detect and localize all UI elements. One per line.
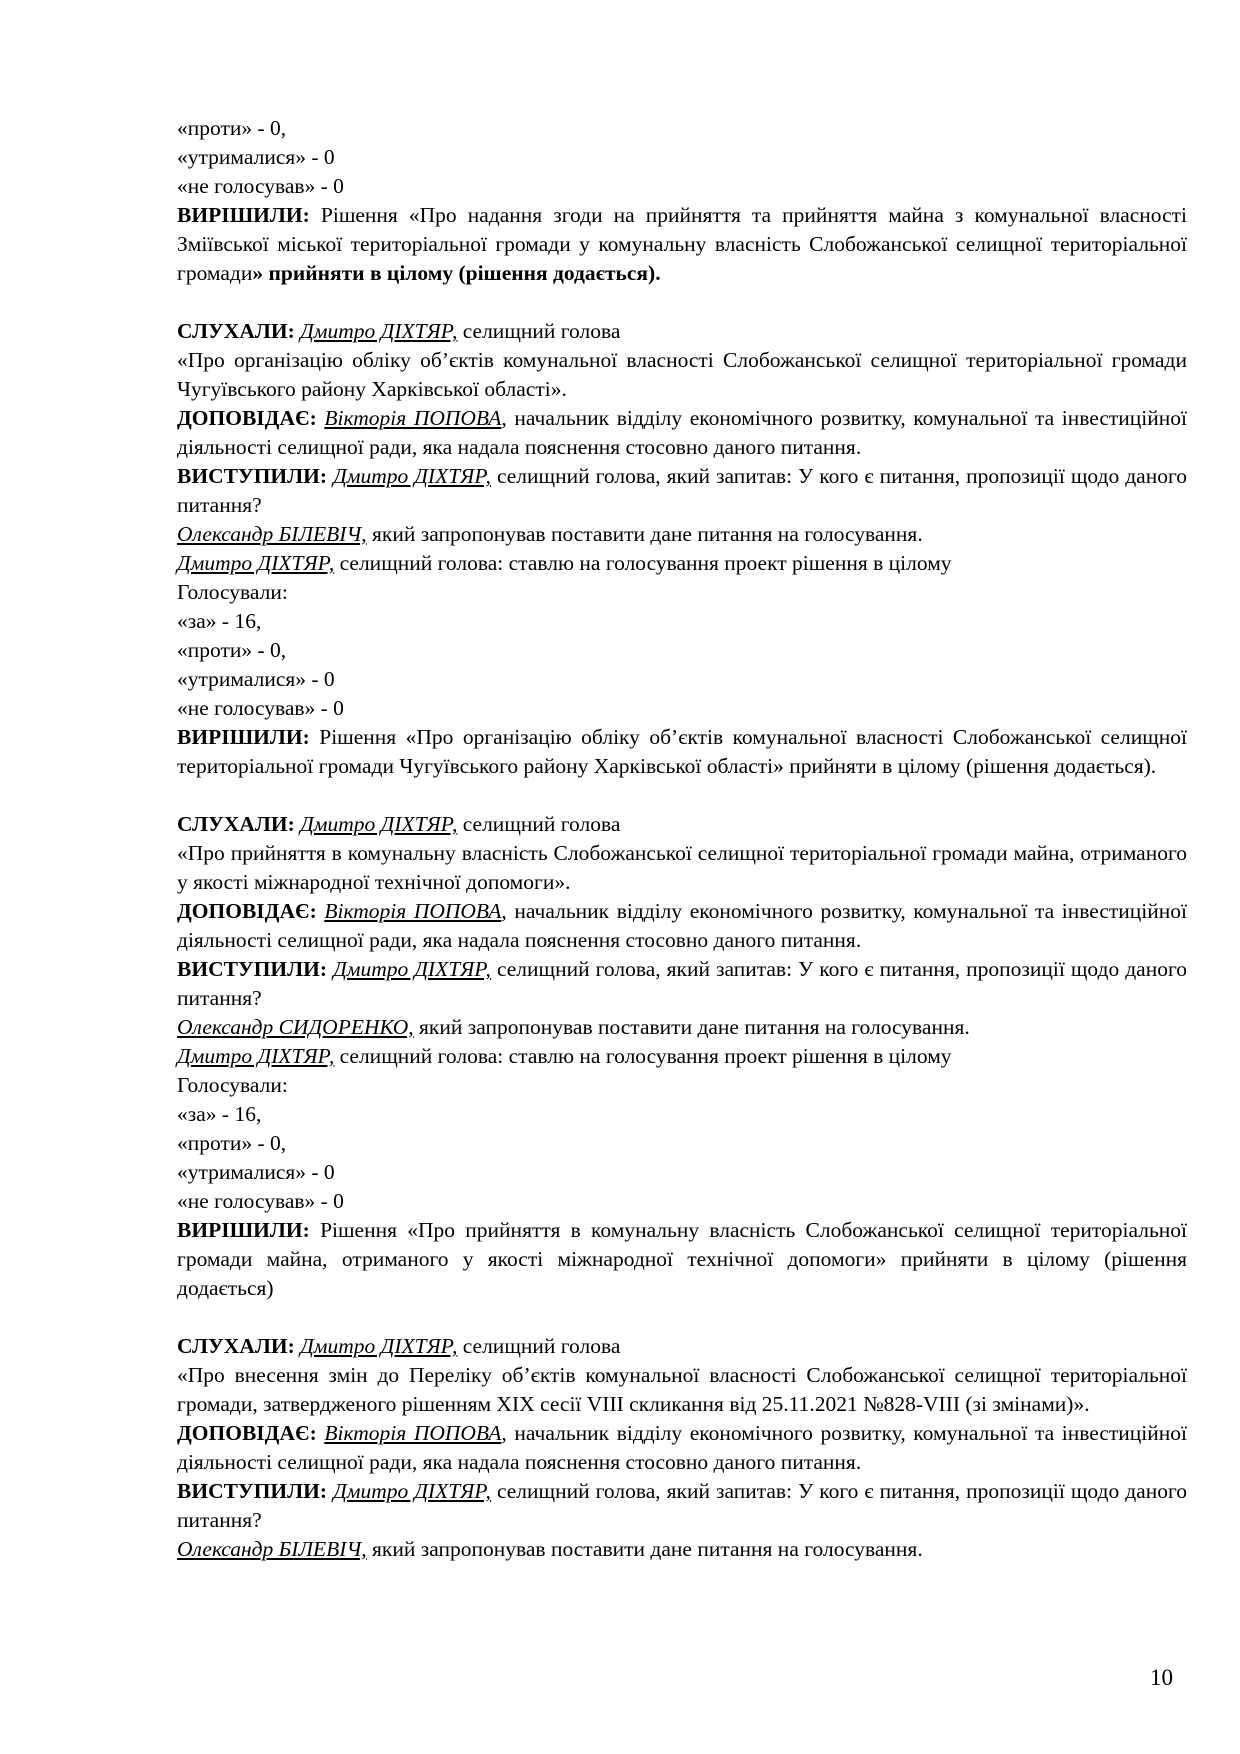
heard-label: СЛУХАЛИ: xyxy=(177,812,295,836)
spoke-name: Дмитро ДІХТЯР, xyxy=(333,464,491,488)
report-paragraph xyxy=(177,1419,1187,1477)
spacer xyxy=(177,1303,1187,1332)
topic: «Про організацію обліку об’єктів комунальної власності Слобожанської селищної територіальної громади Чугуївського району Харківської області». xyxy=(177,348,1187,401)
proposer-line xyxy=(177,520,1187,549)
spoke-text: селищний голова, який запитав: У кого є питання, пропозиції щодо даного питання? xyxy=(177,957,1188,1010)
report-name: Вікторія ПОПОВА xyxy=(324,406,502,430)
spacer xyxy=(177,781,1187,810)
report-text: , начальник відділу економічного розвитку, комунальної та інвестиційної діяльності селищної ради, яка надала пояснення стосовно даного питання. xyxy=(177,1421,1188,1474)
chair-text: селищний голова: ставлю на голосування проект рішення в цілому xyxy=(334,551,952,575)
vote-against: «проти» - 0, xyxy=(177,638,287,662)
spoke-label: ВИСТУПИЛИ: xyxy=(177,1479,328,1503)
chair-name: Дмитро ДІХТЯР, xyxy=(177,551,335,575)
report-label: ДОПОВІДАЄ: xyxy=(177,1421,317,1445)
spoke-text: селищний голова, який запитав: У кого є питання, пропозиції щодо даного питання? xyxy=(177,464,1188,517)
spoke-label: ВИСТУПИЛИ: xyxy=(177,464,328,488)
heard-label: СЛУХАЛИ: xyxy=(177,319,295,343)
decided-text: Рішення «Про прийняття в комунальну власність Слобожанської селищної територіальної громади майна, отриманого у якості міжнародної технічної допомоги» прийняти в цілому (рішення додається) xyxy=(177,1218,1187,1300)
report-text: , начальник відділу економічного розвитку, комунальної та інвестиційної діяльності селищної ради, яка надала пояснення стосовно даного питання. xyxy=(177,406,1188,459)
report-label: ДОПОВІДАЄ: xyxy=(177,406,317,430)
voted-label: Голосували: xyxy=(177,1073,288,1097)
proposer-name: Олександр СИДОРЕНКО, xyxy=(177,1015,414,1039)
vote-abstain: «утрималися» - 0 xyxy=(177,667,335,691)
report-paragraph xyxy=(177,897,1187,955)
vote-abstain: «утрималися» - 0 xyxy=(177,1160,335,1184)
vote-not-voted: «не голосував» - 0 xyxy=(177,174,344,198)
heard-label: СЛУХАЛИ: xyxy=(177,1334,295,1358)
heard-line xyxy=(177,317,1187,346)
vote-not-voted: «не голосував» - 0 xyxy=(177,1189,344,1213)
chair-text: селищний голова: ставлю на голосування проект рішення в цілому xyxy=(334,1044,952,1068)
spoke-paragraph xyxy=(177,462,1187,520)
voted-label: Голосували: xyxy=(177,580,288,604)
report-text: , начальник відділу економічного розвитку, комунальної та інвестиційної діяльності селищної ради, яка надала пояснення стосовно даного питання. xyxy=(177,899,1188,952)
spacer xyxy=(177,288,1187,317)
decided-label: ВИРІШИЛИ: xyxy=(177,725,310,749)
spoke-text: селищний голова, який запитав: У кого є питання, пропозиції щодо даного питання? xyxy=(177,1479,1188,1532)
vote-against: «проти» - 0, xyxy=(177,116,287,140)
proposer-name: Олександр БІЛЕВІЧ, xyxy=(177,1537,367,1561)
decision-paragraph xyxy=(177,201,1187,288)
chair-line xyxy=(177,549,1187,578)
vote-for: «за» - 16, xyxy=(177,609,262,633)
vote-not-voted: «не голосував» - 0 xyxy=(177,696,344,720)
spoke-paragraph xyxy=(177,1477,1187,1535)
heard-role: селищний голова xyxy=(457,319,621,343)
spoke-paragraph xyxy=(177,955,1187,1013)
heard-name: Дмитро ДІХТЯР, xyxy=(300,812,458,836)
proposer-text: який запропонував поставити дане питання на голосування. xyxy=(366,522,923,546)
topic: «Про внесення змін до Переліку об’єктів комунальної власності Слобожанської селищної територіальної громади, затвердженого рішенням XIX сесії VIII скликання від 25.11.2021 №828-VIII (зі змінами)». xyxy=(177,1363,1187,1416)
decided-label: ВИРІШИЛИ: xyxy=(177,1218,310,1242)
proposer-text: який запропонував поставити дане питання на голосування. xyxy=(413,1015,970,1039)
page-number: 10 xyxy=(1150,1665,1173,1690)
proposer-text: який запропонував поставити дане питання на голосування. xyxy=(366,1537,923,1561)
chair-name: Дмитро ДІХТЯР, xyxy=(177,1044,335,1068)
proposer-line xyxy=(177,1535,1187,1564)
proposer-line xyxy=(177,1013,1187,1042)
decided-label: ВИРІШИЛИ: xyxy=(177,203,310,227)
heard-line xyxy=(177,1332,1187,1361)
proposer-name: Олександр БІЛЕВІЧ, xyxy=(177,522,367,546)
chair-line xyxy=(177,1042,1187,1071)
document-page xyxy=(177,114,1187,1564)
spoke-name: Дмитро ДІХТЯР, xyxy=(333,957,491,981)
decision-paragraph xyxy=(177,1216,1187,1303)
spoke-name: Дмитро ДІХТЯР, xyxy=(333,1479,491,1503)
heard-name: Дмитро ДІХТЯР, xyxy=(300,319,458,343)
heard-role: селищний голова xyxy=(457,1334,621,1358)
decided-tail: » прийняти в цілому (рішення додається). xyxy=(252,261,661,285)
report-name: Вікторія ПОПОВА xyxy=(324,899,502,923)
spoke-label: ВИСТУПИЛИ: xyxy=(177,957,328,981)
heard-role: селищний голова xyxy=(457,812,621,836)
heard-line xyxy=(177,810,1187,839)
vote-abstain: «утрималися» - 0 xyxy=(177,145,335,169)
decided-text: Рішення «Про організацію обліку об’єктів комунальної власності Слобожанської селищної територіальної громади Чугуївського району Харківської області» прийняти в цілому (рішення додається). xyxy=(177,725,1187,778)
heard-name: Дмитро ДІХТЯР, xyxy=(300,1334,458,1358)
topic: «Про прийняття в комунальну власність Слобожанської селищної територіальної громади майна, отриманого у якості міжнародної технічної допомоги». xyxy=(177,841,1187,894)
vote-for: «за» - 16, xyxy=(177,1102,262,1126)
vote-against: «проти» - 0, xyxy=(177,1131,287,1155)
report-name: Вікторія ПОПОВА xyxy=(324,1421,502,1445)
report-label: ДОПОВІДАЄ: xyxy=(177,899,317,923)
decided-text: Рішення «Про надання згоди на прийняття та прийняття майна з комунальної власності Зміївської міської територіальної громади у комунальну власність Слобожанської селищної територіальної громади xyxy=(177,203,1187,285)
decision-paragraph xyxy=(177,723,1187,781)
report-paragraph xyxy=(177,404,1187,462)
